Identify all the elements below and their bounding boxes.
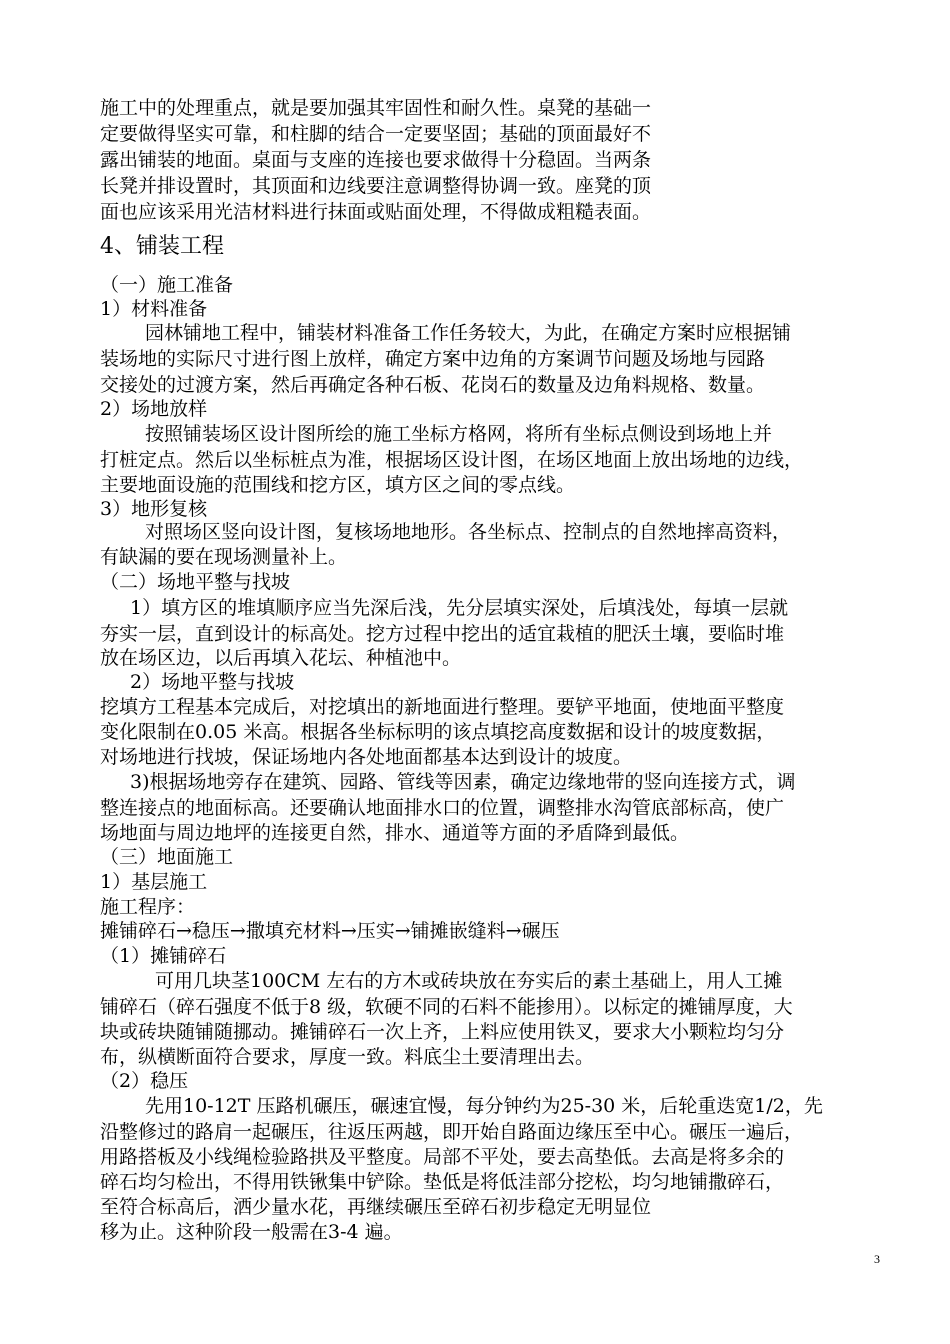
- item-heading: 2）场地平整与找坡: [130, 671, 295, 693]
- text-line: 长凳并排设置时，其顶面和边线要注意调整得协调一致。座凳的顶: [100, 175, 652, 197]
- text-line: 布，纵横断面符合要求，厚度一致。料底尘土要清理出去。: [100, 1046, 595, 1068]
- text-line: 碎石均匀检出，不得用铁锹集中铲除。垫低是将低洼部分挖松，均匀地铺撒碎石，: [100, 1171, 785, 1193]
- text-line: 场地面与周边地坪的连接更自然，排水、通道等方面的矛盾降到最低。: [100, 822, 690, 844]
- text-line: 夯实一层，直到设计的标高处。挖方过程中挖出的适宜栽植的肥沃土壤，要临时堆: [100, 623, 785, 645]
- subsection-heading: （三）地面施工: [100, 846, 234, 868]
- text-line: 园林铺地工程中，铺装材料准备工作任务较大，为此，在确定方案时应根据铺: [145, 322, 792, 344]
- text-line: 施工中的处理重点，就是要加强其牢固性和耐久性。桌凳的基础一: [100, 97, 652, 119]
- text-line: 定要做得坚实可靠，和柱脚的结合一定要坚固；基础的顶面最好不: [100, 123, 652, 145]
- item-heading: （2）稳压: [100, 1070, 189, 1092]
- text-line: 先用10-12T 压路机碾压，碾速宜慢，每分钟约为25-30 米，后轮重迭宽1/2，先: [145, 1095, 823, 1117]
- text-line: 面也应该采用光洁材料进行抹面或贴面处理，不得做成粗糙表面。: [100, 201, 652, 223]
- section-heading: 4、铺装工程: [100, 234, 224, 259]
- page-number: 3: [874, 1252, 880, 1266]
- text-line: 沿整修过的路肩一起碾压，往返压两越，即开始自路面边缘压至中心。碾压一遍后，: [100, 1121, 804, 1143]
- item-heading: 1）基层施工: [100, 871, 208, 893]
- text-line: 对场地进行找坡，保证场地内各处地面都基本达到设计的坡度。: [100, 746, 633, 768]
- text-line: 施工程序：: [100, 896, 196, 918]
- text-line: 放在场区边，以后再填入花坛、种植池中。: [100, 647, 462, 669]
- text-line: 移为止。这种阶段一般需在3-4 遍。: [100, 1221, 403, 1243]
- text-line: 对照场区竖向设计图，复核场地地形。各坐标点、控制点的自然地摔高资料，: [145, 521, 792, 543]
- text-line: 露出铺装的地面。桌面与支座的连接也要求做得十分稳固。当两条: [100, 149, 652, 171]
- item-heading: （1）摊铺碎石: [100, 945, 227, 967]
- text-line: 铺碎石（碎石强度不低于8 级，软硬不同的石料不能掺用）。以标定的摊铺厚度，大: [100, 996, 793, 1018]
- item-heading: 3）地形复核: [100, 498, 208, 520]
- text-line: 有缺漏的要在现场测量补上。: [100, 546, 348, 568]
- subsection-heading: （一）施工准备: [100, 274, 234, 296]
- subsection-heading: （二）场地平整与找坡: [100, 571, 291, 593]
- text-line: 变化限制在0.05 米高。根据各坐标标明的该点填挖高度数据和设计的坡度数据，: [100, 721, 776, 743]
- text-line: 按照铺装场区设计图所绘的施工坐标方格网，将所有坐标点侧设到场地上并: [145, 423, 773, 445]
- text-line: 打桩定点。然后以坐标桩点为准，根据场区设计图，在场区地面上放出场地的边线，: [100, 449, 804, 471]
- text-line: 3)根据场地旁存在建筑、园路、管线等因素，确定边缘地带的竖向连接方式，调: [130, 771, 796, 793]
- text-line: 1）填方区的堆填顺序应当先深后浅，先分层填实深处，后填浅处，每填一层就: [130, 597, 789, 619]
- text-line: 交接处的过渡方案，然后再确定各种石板、花岗石的数量及边角料规格、数量。: [100, 374, 766, 396]
- text-line: 用路搭板及小线绳检验路拱及平整度。局部不平处，要去高垫低。去高是将多余的: [100, 1146, 785, 1168]
- text-line: 主要地面设施的范围线和挖方区，填方区之间的零点线。: [100, 474, 576, 496]
- text-line: 可用几块茎100CM 左右的方木或砖块放在夯实后的素土基础上，用人工摊: [155, 970, 783, 992]
- text-line: 挖填方工程基本完成后，对挖填出的新地面进行整理。要铲平地面，使地面平整度: [100, 696, 785, 718]
- item-heading: 2）场地放样: [100, 398, 208, 420]
- text-line: 摊铺碎石→稳压→撒填充材料→压实→铺摊嵌缝料→碾压: [100, 920, 560, 942]
- item-heading: 1）材料准备: [100, 298, 208, 320]
- text-line: 至符合标高后，洒少量水花，再继续碾压至碎石初步稳定无明显位: [100, 1196, 652, 1218]
- text-line: 装场地的实际尺寸进行图上放样，确定方案中边角的方案调节问题及场地与园路: [100, 348, 766, 370]
- text-line: 块或砖块随铺随挪动。摊铺碎石一次上齐，上料应使用铁叉，要求大小颗粒均匀分: [100, 1021, 785, 1043]
- text-line: 整连接点的地面标高。还要确认地面排水口的位置，调整排水沟管底部标高，使广: [100, 797, 785, 819]
